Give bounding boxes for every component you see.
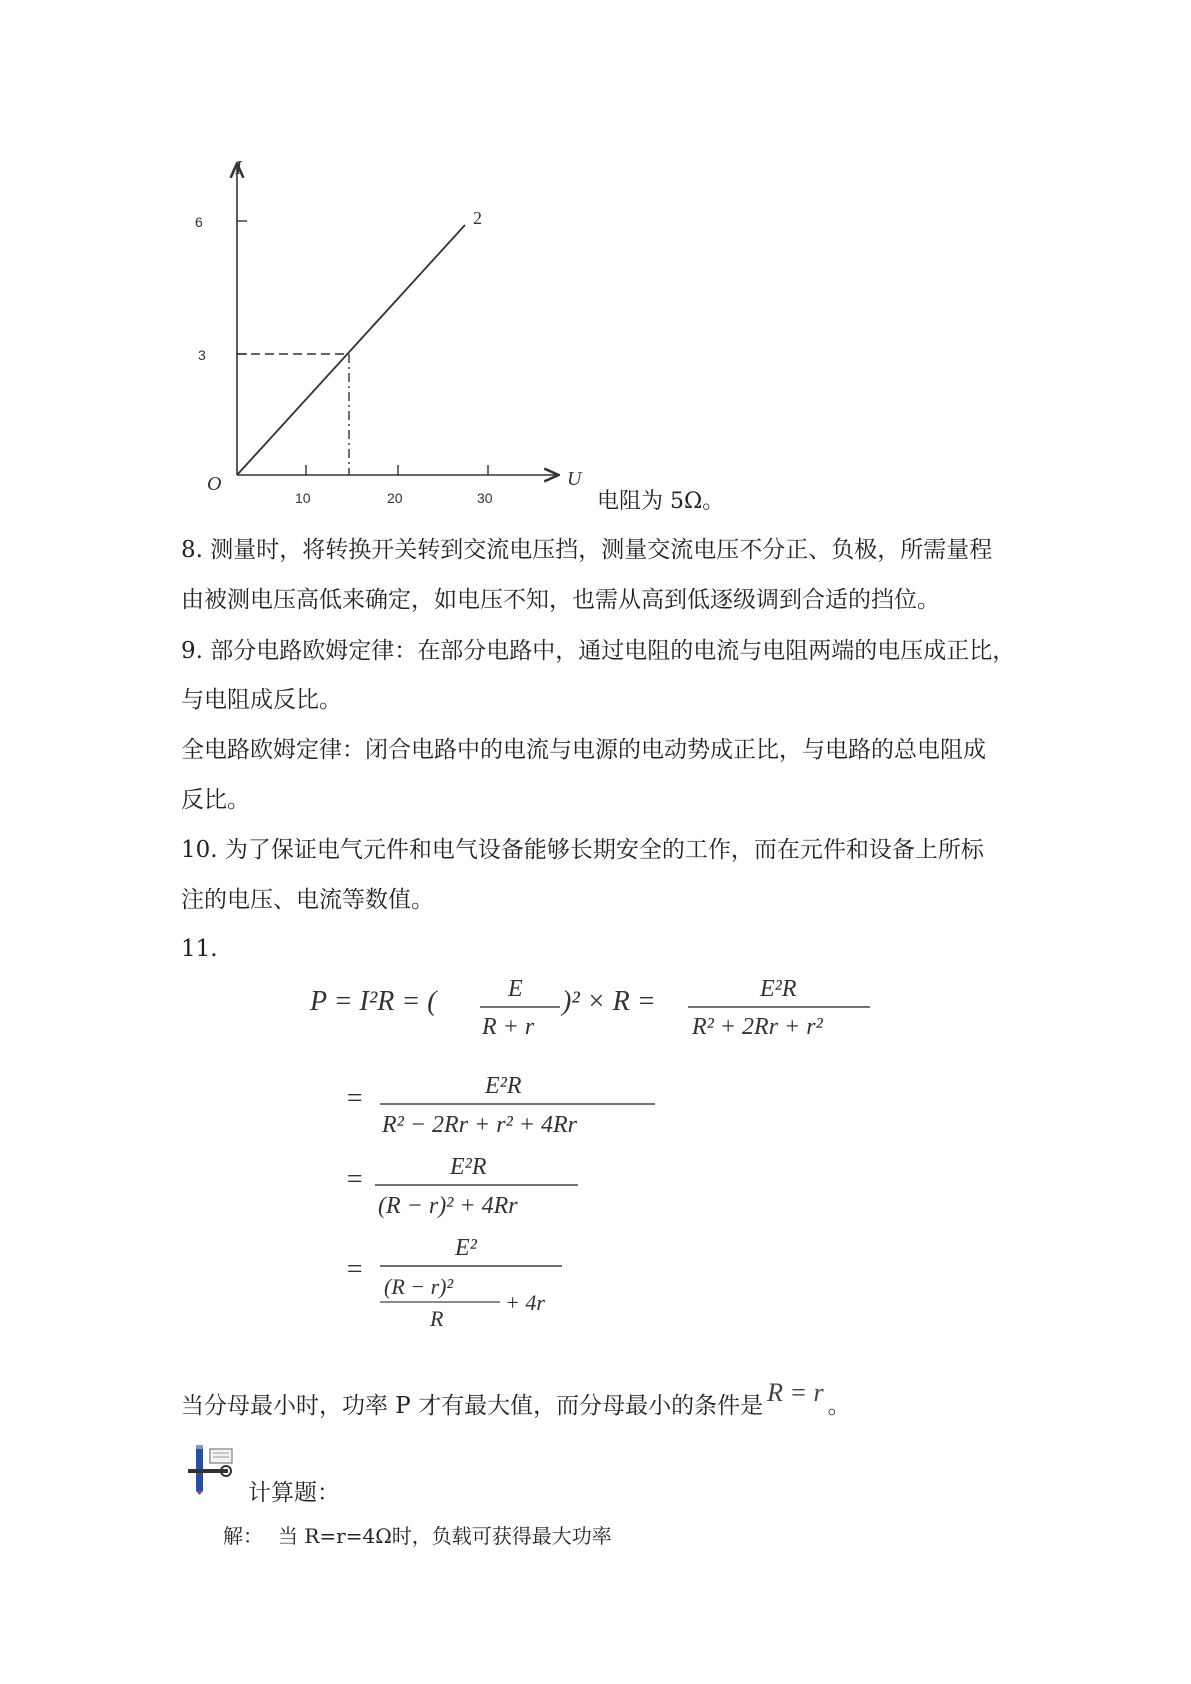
formula-line1-rhs-den: R² + 2Rr + r² xyxy=(692,1014,823,1040)
x-tick-10: 10 xyxy=(295,490,311,506)
formula-line2-eq: = xyxy=(345,1083,364,1114)
formula-line1-rhs-num: E²R xyxy=(760,976,797,1002)
solution-label: 解： xyxy=(223,1524,263,1548)
series-line-2 xyxy=(237,225,465,475)
formula-line3-eq: = xyxy=(345,1164,364,1195)
formula-line1-num: E xyxy=(508,976,523,1002)
power-formula xyxy=(300,960,900,1330)
solution-text: 当 R=r=4Ω时，负载可获得最大功率 xyxy=(278,1524,612,1548)
item-11-label: 11. xyxy=(181,936,218,962)
section-title: 计算题： xyxy=(248,1480,340,1506)
item-10-line-2: 注的电压、电流等数值。 xyxy=(181,887,434,913)
formula-line4-inner-den: R xyxy=(430,1306,444,1330)
iu-graph xyxy=(195,160,595,515)
formula-line1-rhs: )² × R = xyxy=(562,986,656,1017)
x-tick-30: 30 xyxy=(477,490,493,506)
series-label: 2 xyxy=(473,208,482,228)
conclusion-line xyxy=(181,1378,851,1426)
y-axis-label: I xyxy=(235,160,242,179)
formula-line1-lhs: P = I²R = ( xyxy=(310,986,437,1017)
conclusion-math: R = r xyxy=(767,1378,824,1407)
y-tick-3: 3 xyxy=(198,347,206,363)
item-8-line-2: 由被测电压高低来确定，如电压不知，也需从高到低逐级调到合适的挡位。 xyxy=(181,587,940,613)
origin-label: O xyxy=(207,473,222,495)
conclusion-end: 。 xyxy=(827,1393,851,1419)
formula-line2-num: E²R xyxy=(485,1073,522,1099)
formula-line3-num: E²R xyxy=(450,1154,487,1180)
x-tick-20: 20 xyxy=(387,490,403,506)
item-9-line-1: 9. 部分电路欧姆定律：在部分电路中，通过电阻的电流与电阻两端的电压成正比， xyxy=(181,638,1016,664)
formula-line4-tail: + 4r xyxy=(505,1290,545,1315)
formula-line2-den: R² − 2Rr + r² + 4Rr xyxy=(382,1112,577,1138)
x-axis-label: U xyxy=(567,468,582,490)
formula-line4-num: E² xyxy=(455,1235,477,1261)
y-tick-6: 6 xyxy=(195,214,203,230)
formula-line1-den: R + r xyxy=(482,1014,535,1040)
section-icon xyxy=(186,1443,240,1495)
formula-line4-inner-num: (R − r)² xyxy=(384,1274,454,1299)
item-9-line-2: 与电阻成反比。 xyxy=(181,687,342,713)
formula-line4-eq: = xyxy=(345,1254,364,1285)
item-8-line-1: 8. 测量时，将转换开关转到交流电压挡，测量交流电压不分正、负极，所需量程 xyxy=(181,537,993,563)
item-9-line-3: 全电路欧姆定律：闭合电路中的电流与电源的电动势成正比，与电路的总电阻成 xyxy=(181,737,986,763)
conclusion-text: 当分母最小时，功率 P 才有最大值，而分母最小的条件是 xyxy=(181,1393,764,1419)
formula-line3-den: (R − r)² + 4Rr xyxy=(378,1193,518,1219)
pencil-compass-icon xyxy=(186,1443,240,1495)
graph-result-text: 电阻为 5Ω。 xyxy=(597,489,725,514)
item-9-line-4: 反比。 xyxy=(181,787,250,813)
item-10-line-1: 10. 为了保证电气元件和电气设备能够长期安全的工作，而在元件和设备上所标 xyxy=(181,837,984,863)
